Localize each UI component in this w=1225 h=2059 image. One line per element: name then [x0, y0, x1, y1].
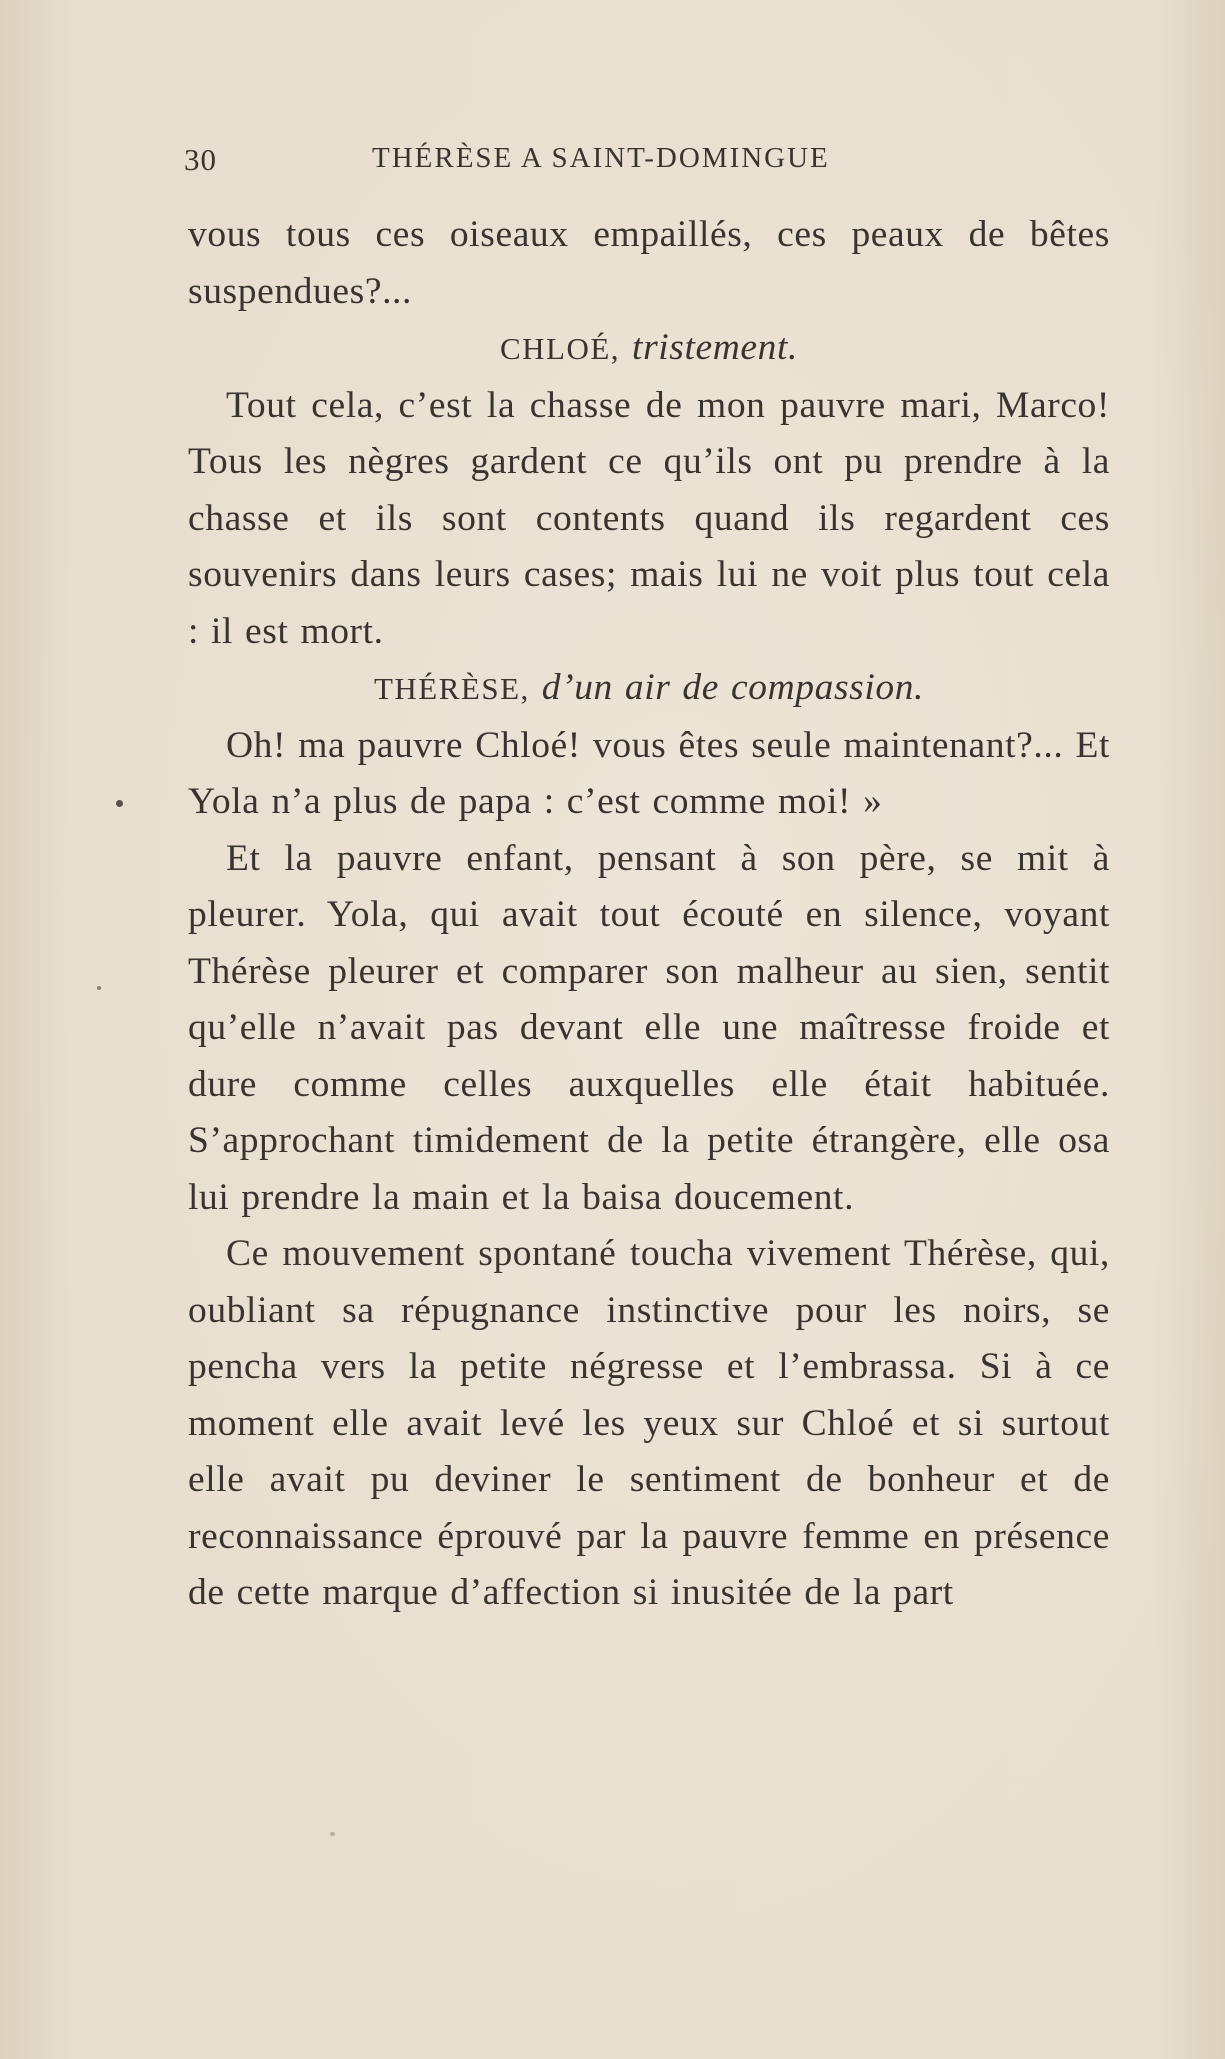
stage-direction: tristement.: [632, 327, 799, 368]
paragraph: vous tous ces oiseaux empaillés, ces peaux de bêtes suspendues?...: [188, 214, 1110, 312]
page-body: [188, 207, 1110, 1622]
margin-mark: [116, 800, 123, 807]
page-number: 30: [184, 142, 217, 177]
speaker-line: [188, 320, 1110, 378]
speaker-line: [188, 660, 1110, 718]
paragraph: Et la pauvre enfant, pensant à son père, se mit à pleurer. Yola, qui avait tout écouté en silence, voyant Thérèse pleurer et comparer son malheur au sien, sentit qu’elle n’avait pas devant elle une maîtresse froide et dure comme celles auxquelles elle était habituée. S’approchant timidement de la petite étrangère, elle osa lui prendre la main et la baisa doucement.: [188, 837, 1110, 1218]
paper-speck: [330, 1832, 335, 1836]
margin-mark: [97, 986, 101, 990]
paragraph: Ce mouvement spontané toucha vivement Thérèse, qui, oubliant sa répugnance instinctive pour les noirs, se pencha vers la petite négresse et l’embrassa. Si à ce moment elle avait levé les yeux sur Chloé et si surtout elle avait pu deviner le sentiment de bonheur et de reconnaissance éprouvé par la pauvre femme en présence de cette marque d’affection si inusitée de la part: [188, 1233, 1110, 1613]
paragraph: Oh! ma pauvre Chloé! vous êtes seule maintenant?... Et Yola n’a plus de papa : c’est comme moi! »: [188, 724, 1110, 822]
stage-direction: d’un air de compassion.: [541, 667, 925, 708]
running-title: THÉRÈSE A SAINT-DOMINGUE: [372, 142, 830, 174]
speaker-name: CHLOÉ,: [499, 331, 621, 366]
running-header: [184, 142, 1124, 182]
speaker-name: THÉRÈSE,: [373, 671, 530, 706]
paragraph: Tout cela, c’est la chasse de mon pauvre mari, Marco! Tous les nègres gardent ce qu’ils ont pu prendre à la chasse et ils sont contents quand ils regardent ces souvenirs dans leurs cases; mais lui ne voit plus tout cela : il est mort.: [188, 384, 1110, 652]
